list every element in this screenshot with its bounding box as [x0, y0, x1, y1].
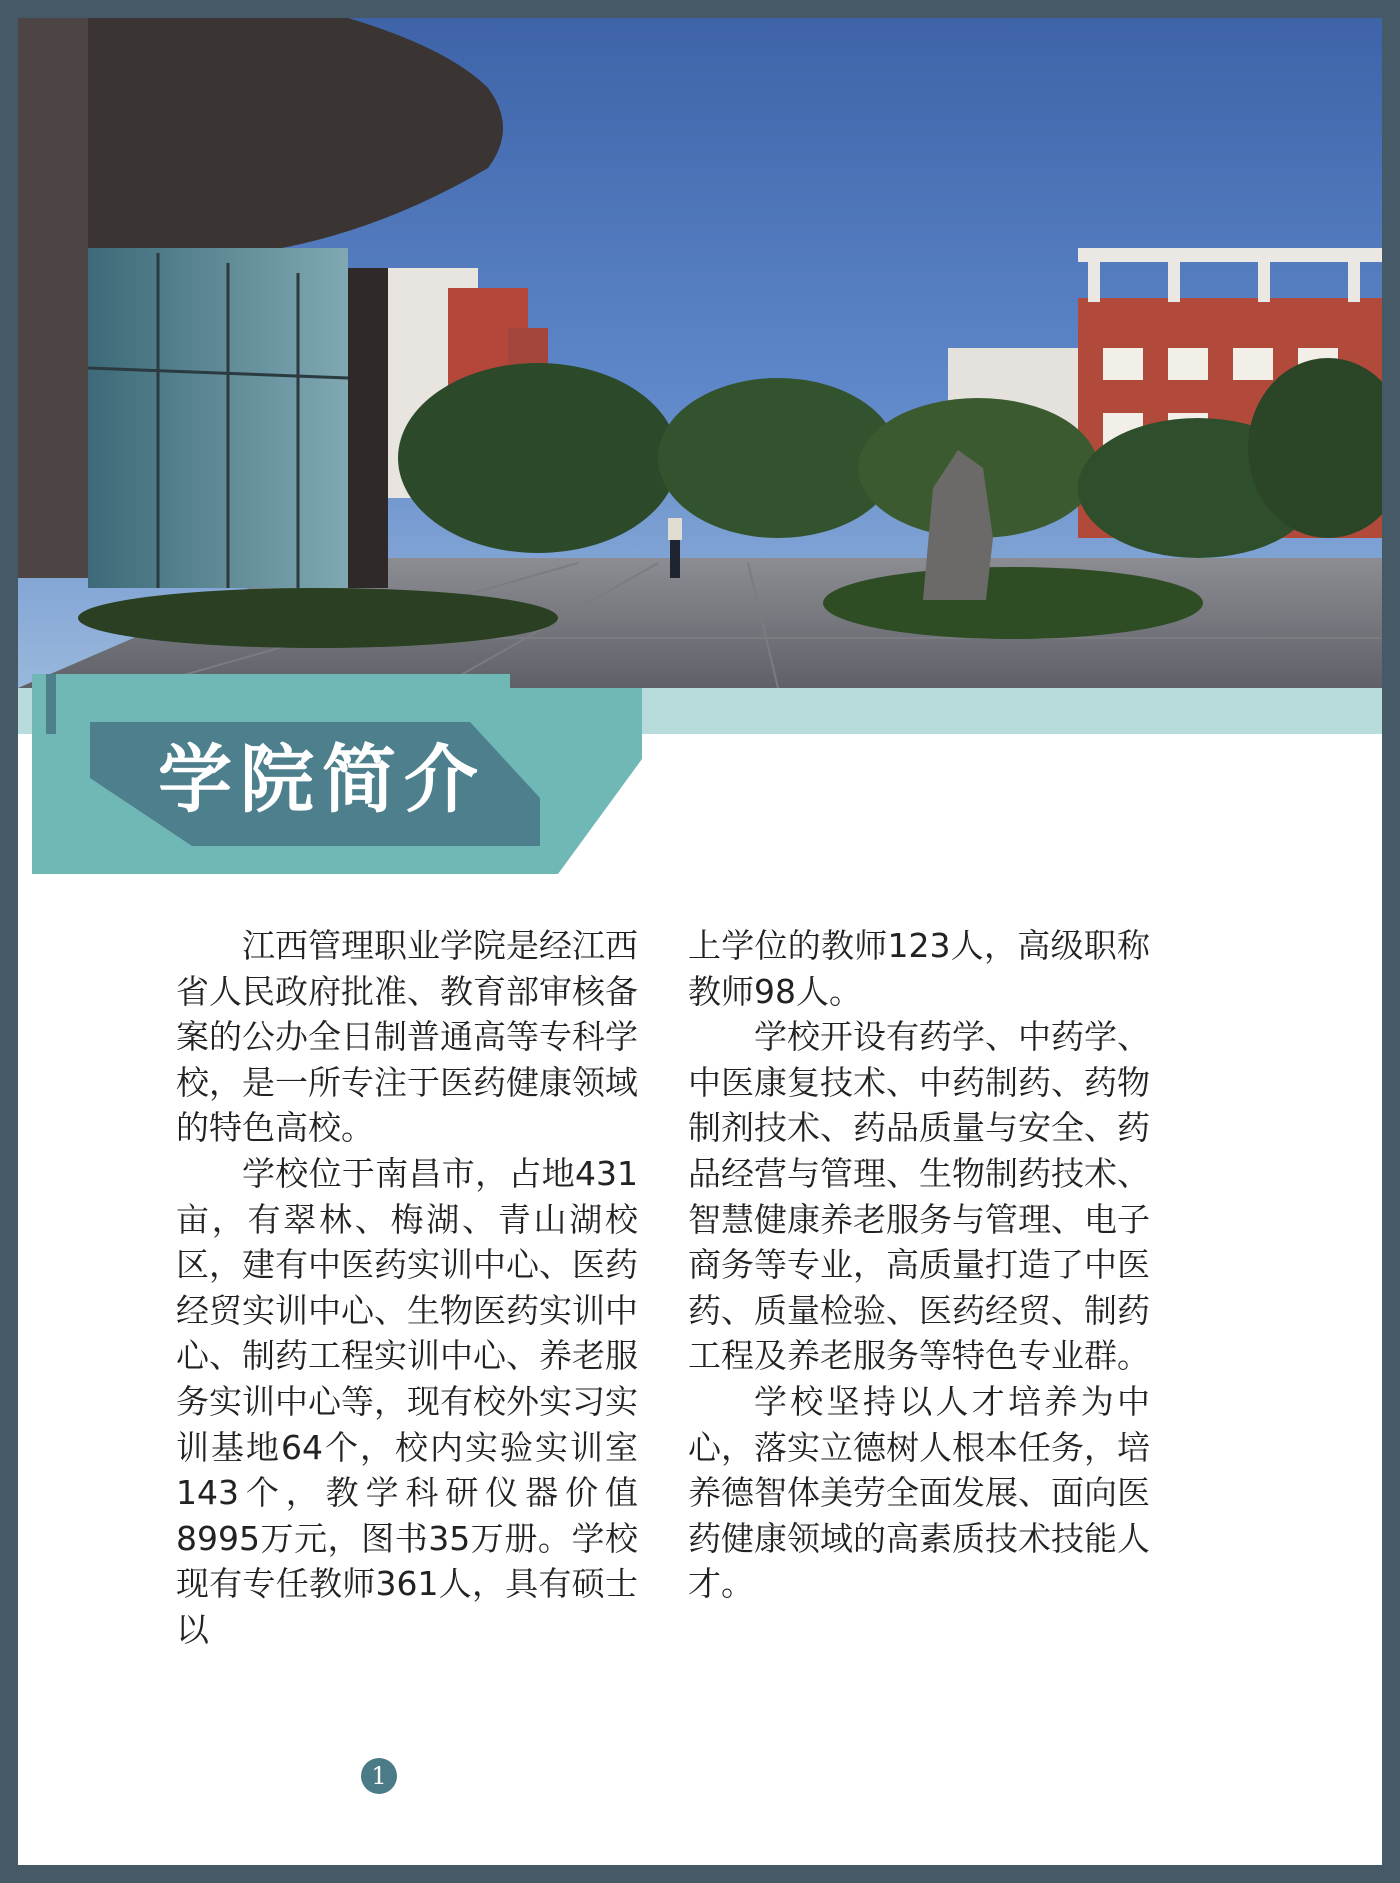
body-column-left — [176, 923, 638, 1653]
body-column-right — [688, 923, 1150, 1607]
page-content — [18, 18, 1382, 1865]
paragraph-campus-continued: 上学位的教师123人，高级职称教师98人。 — [688, 926, 1150, 1011]
paragraph-mission: 学校坚持以人才培养为中心，落实立德树人根本任务，培养德智体美劳全面发展、面向医药健康领域的高素质技术技能人才。 — [688, 1381, 1150, 1604]
paragraph-intro: 江西管理职业学院是经江西省人民政府批准、教育部审核备案的公办全日制普通高等专科学校，是一所专注于医药健康领域的特色高校。 — [176, 926, 638, 1148]
section-title: 学院简介 — [158, 737, 486, 823]
paragraph-majors: 学校开设有药学、中药学、中医康复技术、中药制药、药物制剂技术、药品质量与安全、药品经营与管理、生物制药技术、智慧健康养老服务与管理、电子商务等专业，高质量打造了中医药、质量检验、医药经贸、制药工程及养老服务等特色专业群。 — [688, 1017, 1150, 1376]
page-number-badge: 1 — [361, 1758, 397, 1794]
campus-photo — [18, 18, 1382, 688]
paragraph-campus: 学校位于南昌市，占地431亩，有翠林、梅湖、青山湖校区，建有中医药实训中心、医药经贸实训中心、生物医药实训中心、制药工程实训中心、养老服务实训中心等，现有校外实习实训基地64个，校内实验实训室143个，教学科研仪器价值8995万元，图书35万册。学校现有专任教师361人，具有硕士以 — [176, 1153, 638, 1649]
